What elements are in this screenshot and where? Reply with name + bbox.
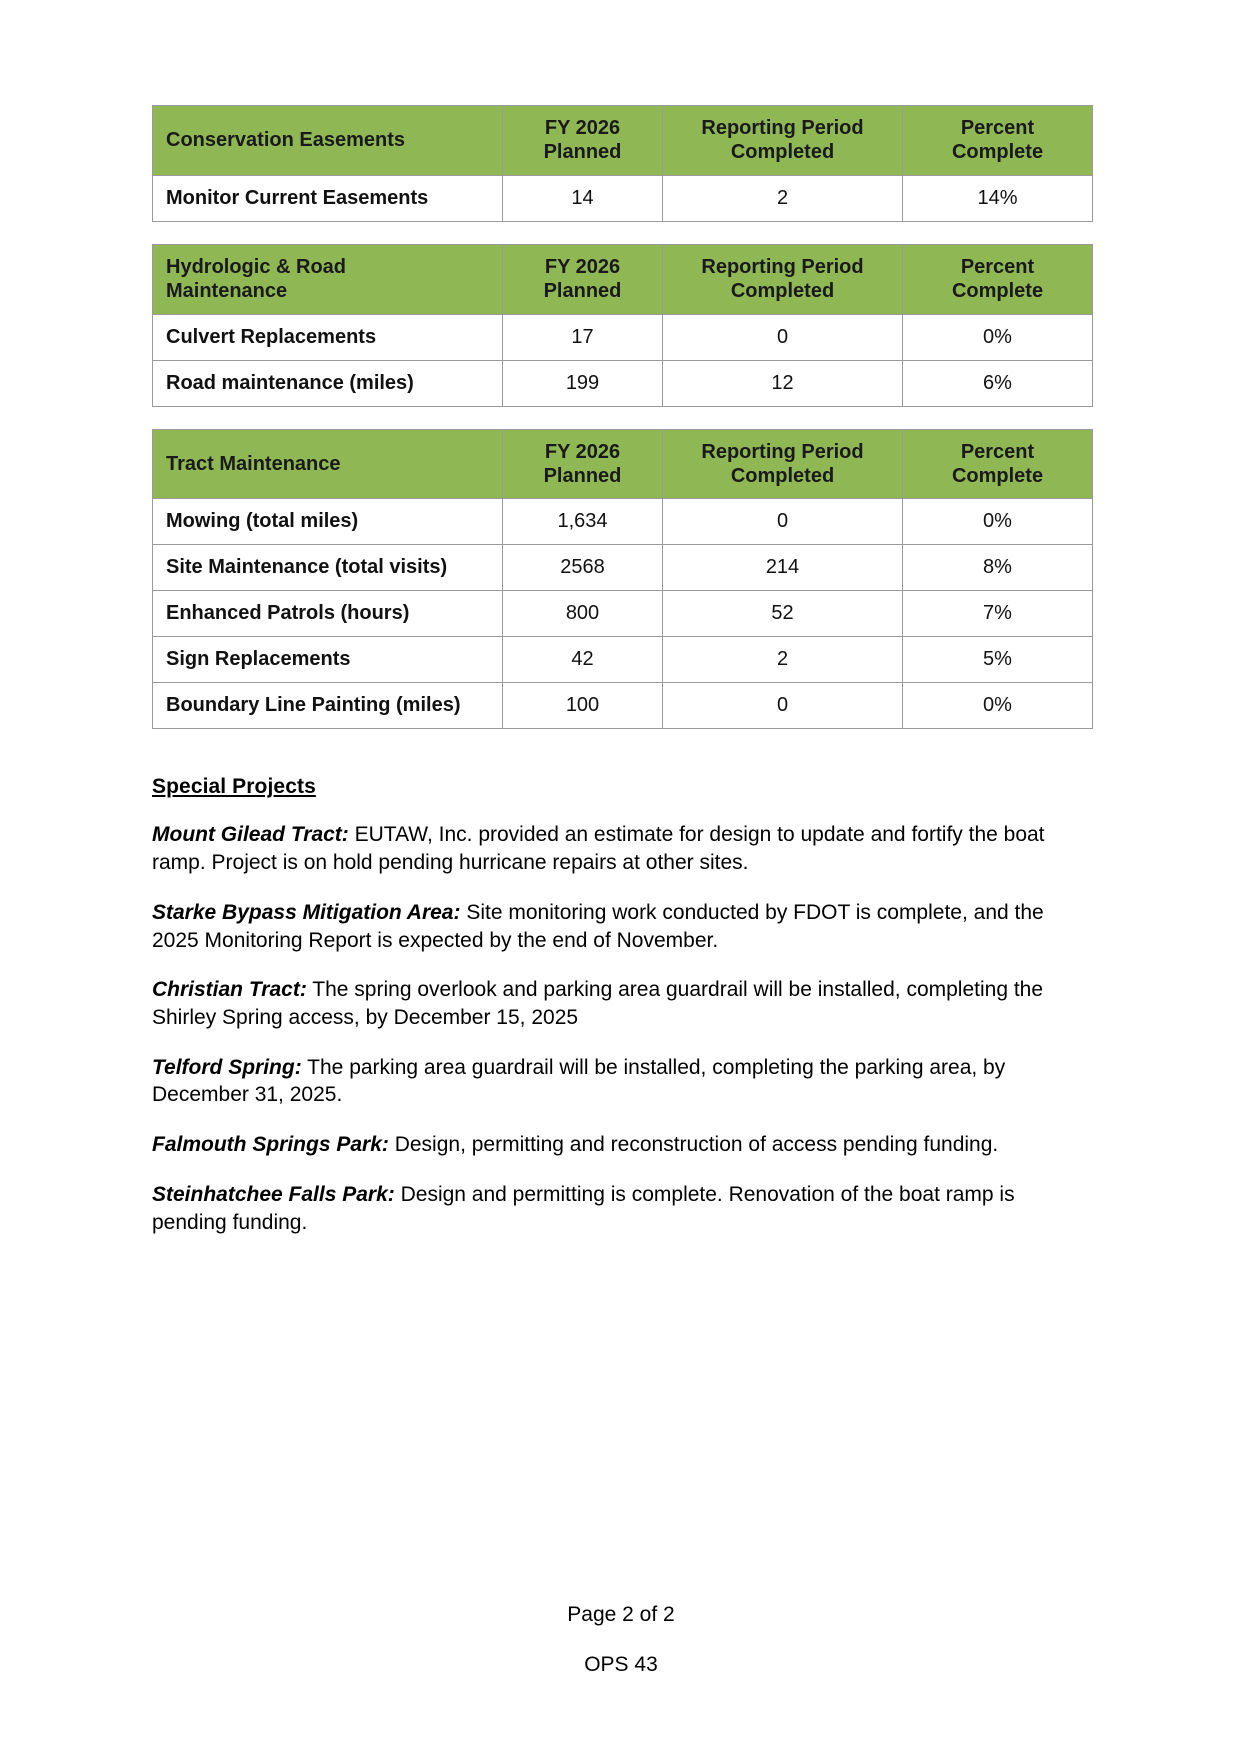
project-description: The spring overlook and parking area guardrail will be installed, completing the Shirley Spring access, by December 15, 2025	[152, 978, 1044, 1029]
table-row	[153, 499, 1093, 545]
header-line-1: Percent	[960, 255, 1035, 278]
project-description: EUTAW, Inc. provided an estimate for design to update and fortify the boat ramp. Project is on hold pending hurricane repairs at other sites.	[152, 823, 1045, 875]
header-line-2: Complete	[951, 141, 1044, 164]
header-line-2: Planned	[543, 141, 622, 164]
project-name: Mount Gilead Tract:	[152, 823, 349, 847]
header-line-2: Completed	[730, 280, 835, 303]
column-header-category: Tract Maintenance	[153, 429, 503, 499]
row-label: Road maintenance (miles)	[153, 360, 503, 406]
header-line-1: Percent	[960, 440, 1035, 463]
header-line-2: Complete	[951, 280, 1044, 303]
special-project-paragraph	[152, 899, 1092, 954]
table-row	[153, 314, 1093, 360]
table-header-row	[153, 429, 1093, 499]
table-body	[153, 314, 1093, 406]
header-line-1: Percent	[960, 117, 1035, 139]
header-line-2: Maintenance	[166, 280, 288, 303]
header-line-2: Planned	[543, 464, 622, 487]
header-line-2: Planned	[543, 280, 622, 303]
cell-percent: 8%	[903, 545, 1093, 591]
cell-percent: 5%	[903, 637, 1093, 683]
table-conservation-easements	[152, 105, 1093, 222]
section-title-special-projects: Special Projects	[152, 775, 316, 799]
cell-planned: 14	[503, 175, 663, 221]
column-header-completed	[663, 429, 903, 499]
table-header	[153, 244, 1093, 314]
cell-planned: 1,634	[503, 499, 663, 545]
column-header-completed	[663, 244, 903, 314]
cell-completed: 52	[663, 591, 903, 637]
project-description: Site monitoring work conducted by FDOT is complete, and the 2025 Monitoring Report is expected by the end of November.	[152, 900, 1044, 952]
project-description: Design, permitting and reconstruction of access pending funding.	[388, 1133, 999, 1157]
row-label: Mowing (total miles)	[153, 499, 503, 545]
table-header	[153, 429, 1093, 499]
row-label: Monitor Current Easements	[153, 175, 503, 221]
header-line-2: Complete	[951, 464, 1044, 487]
cell-planned: 42	[503, 637, 663, 683]
header-line-1: Reporting Period	[701, 440, 864, 463]
row-label: Enhanced Patrols (hours)	[153, 591, 503, 637]
header-line-2: Completed	[730, 141, 835, 164]
column-header-completed	[663, 106, 903, 176]
special-project-paragraph	[152, 1181, 1092, 1236]
table-row	[153, 545, 1093, 591]
special-project-paragraph	[152, 976, 1092, 1031]
header-line-2: Completed	[730, 464, 835, 487]
header-line-1: Reporting Period	[701, 117, 864, 139]
header-line-1: FY 2026	[544, 440, 621, 463]
page-number: Page 2 of 2	[567, 1603, 675, 1626]
project-description: Design and permitting is complete. Renovation of the boat ramp is pending funding.	[152, 1182, 1015, 1234]
row-label: Sign Replacements	[153, 637, 503, 683]
cell-percent: 14%	[903, 175, 1093, 221]
table-body	[153, 499, 1093, 729]
document-code: OPS 43	[584, 1653, 658, 1676]
table-body	[153, 175, 1093, 221]
project-description: The parking area guardrail will be installed, completing the parking area, by December 31, 2025.	[152, 1055, 1006, 1107]
cell-completed: 2	[663, 175, 903, 221]
cell-percent: 0%	[903, 499, 1093, 545]
header-line-1: Reporting Period	[701, 255, 864, 278]
row-label: Boundary Line Painting (miles)	[153, 683, 503, 729]
table-header-row	[153, 106, 1093, 176]
special-project-paragraph	[152, 1131, 1092, 1159]
project-name: Steinhatchee Falls Park:	[152, 1182, 395, 1206]
table-row	[153, 360, 1093, 406]
cell-completed: 0	[663, 314, 903, 360]
cell-completed: 214	[663, 545, 903, 591]
table-tract-maintenance	[152, 429, 1093, 730]
column-header-category	[153, 244, 503, 314]
column-header-planned	[503, 106, 663, 176]
cell-completed: 0	[663, 683, 903, 729]
table-row	[153, 175, 1093, 221]
header-line-1: FY 2026	[544, 255, 621, 278]
row-label: Culvert Replacements	[153, 314, 503, 360]
table-header	[153, 106, 1093, 176]
column-header-planned	[503, 244, 663, 314]
cell-planned: 100	[503, 683, 663, 729]
project-name: Telford Spring:	[152, 1055, 302, 1079]
page-footer	[0, 1603, 1242, 1677]
special-project-paragraph	[152, 821, 1092, 876]
cell-completed: 2	[663, 637, 903, 683]
cell-planned: 17	[503, 314, 663, 360]
column-header-percent	[903, 429, 1093, 499]
cell-percent: 0%	[903, 683, 1093, 729]
special-project-paragraph	[152, 1054, 1092, 1109]
column-header-planned	[503, 429, 663, 499]
table-row	[153, 683, 1093, 729]
column-header-percent	[903, 106, 1093, 176]
column-header-category: Conservation Easements	[153, 106, 503, 176]
project-name: Starke Bypass Mitigation Area:	[152, 900, 461, 924]
cell-planned: 199	[503, 360, 663, 406]
cell-percent: 6%	[903, 360, 1093, 406]
row-label: Site Maintenance (total visits)	[153, 545, 503, 591]
table-hydrologic-road-maintenance	[152, 244, 1093, 407]
cell-planned: 2568	[503, 545, 663, 591]
table-row	[153, 637, 1093, 683]
project-name: Christian Tract:	[152, 978, 307, 1002]
cell-completed: 0	[663, 499, 903, 545]
header-line-1: Hydrologic & Road	[166, 255, 347, 278]
project-name: Falmouth Springs Park:	[152, 1133, 389, 1157]
table-header-row	[153, 244, 1093, 314]
table-row	[153, 591, 1093, 637]
column-header-percent	[903, 244, 1093, 314]
cell-percent: 0%	[903, 314, 1093, 360]
cell-completed: 12	[663, 360, 903, 406]
cell-percent: 7%	[903, 591, 1093, 637]
header-line-1: FY 2026	[544, 117, 621, 139]
cell-planned: 800	[503, 591, 663, 637]
